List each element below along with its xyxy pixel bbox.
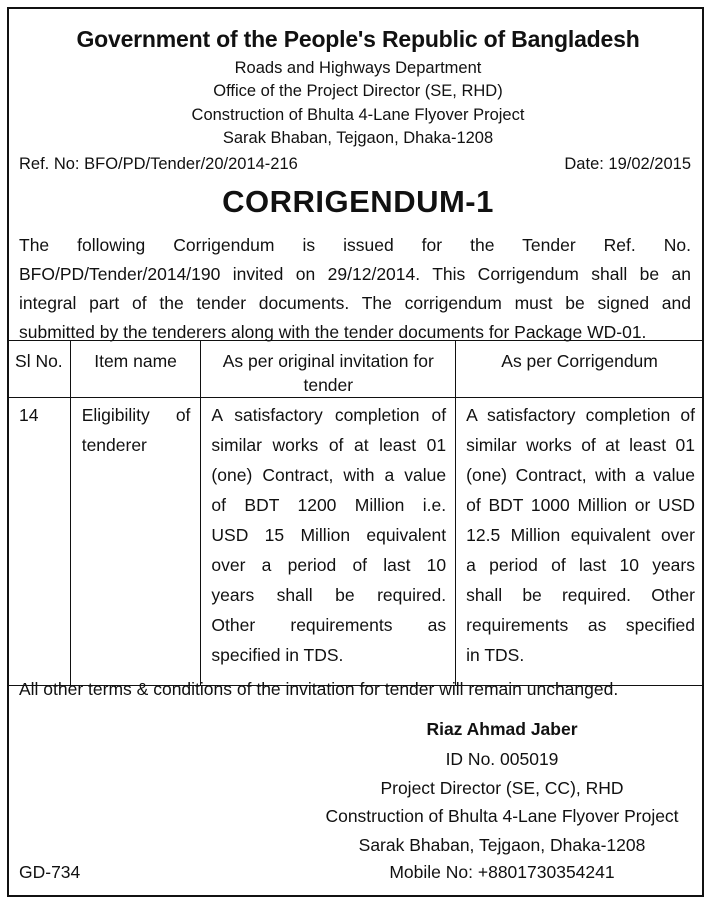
signatory-designation: Project Director (SE, CC), RHD [380, 778, 624, 798]
table-header-row [8, 341, 704, 398]
reference-row [19, 155, 691, 174]
intro-line: BFO/PD/Tender/2014/190 invited on 29/12/2014. This Corrigendum shall be an [19, 264, 691, 284]
project-line: Construction of Bhulta 4-Lane Flyover Project [191, 106, 525, 124]
intro-line: integral part of the tender documents. The corrigendum must be signed and [19, 293, 691, 313]
signatory-project: Construction of Bhulta 4-Lane Flyover Project [325, 806, 679, 826]
intro-line: submitted by the tenderers along with the tender documents for Package WD-01. [19, 322, 647, 342]
document-date: Date: 19/02/2015 [564, 155, 691, 173]
header-item-name: Item name [70, 341, 201, 398]
footer-note: All other terms & conditions of the invitation for tender will remain unchanged. [19, 679, 619, 699]
department-line: Roads and Highways Department [234, 59, 482, 77]
office-line: Office of the Project Director (SE, RHD) [213, 82, 503, 100]
cell-sl: 14 [8, 398, 71, 686]
intro-paragraph [19, 231, 691, 347]
signatory-address: Sarak Bhaban, Tejgaon, Dhaka-1208 [358, 835, 646, 855]
document-title: CORRIGENDUM-1 [222, 184, 494, 219]
gd-number: GD-734 [19, 862, 81, 882]
cell-original-text: A satisfactory completion of similar works of at least 01 (one) Contract, with a value of BDT 1200 Million i.e. USD 15 Million equivalent over a period of last 10 years shall be required. Other requirements as specified in TDS. [201, 398, 456, 686]
address-line: Sarak Bhaban, Tejgaon, Dhaka-1208 [222, 129, 494, 147]
table-row [8, 398, 704, 686]
corrigendum-table [7, 340, 704, 686]
cell-item-name: Eligibility of tenderer [70, 398, 201, 686]
cell-corrigendum-text: A satisfactory completion of similar works of at least 01 (one) Contract, with a value of BDT 1000 Million or USD 12.5 Million equivalent over a period of last 10 years shall be required. Other requirements as specified in TDS. [456, 398, 704, 686]
signatory-name: Riaz Ahmad Jaber [426, 719, 578, 739]
signatory-mobile: Mobile No: +8801730354241 [389, 862, 615, 882]
intro-line: The following Corrigendum is issued for the Tender Ref. No. [19, 235, 691, 255]
signatory-id: ID No. 005019 [445, 749, 559, 769]
reference-number: Ref. No: BFO/PD/Tender/20/2014-216 [19, 155, 298, 173]
header-corrigendum: As per Corrigendum [456, 341, 704, 398]
header-original: As per original invitation for tender [201, 341, 456, 398]
government-heading: Government of the People's Republic of Bangladesh [76, 26, 640, 52]
header-sl-no: Sl No. [8, 341, 71, 398]
